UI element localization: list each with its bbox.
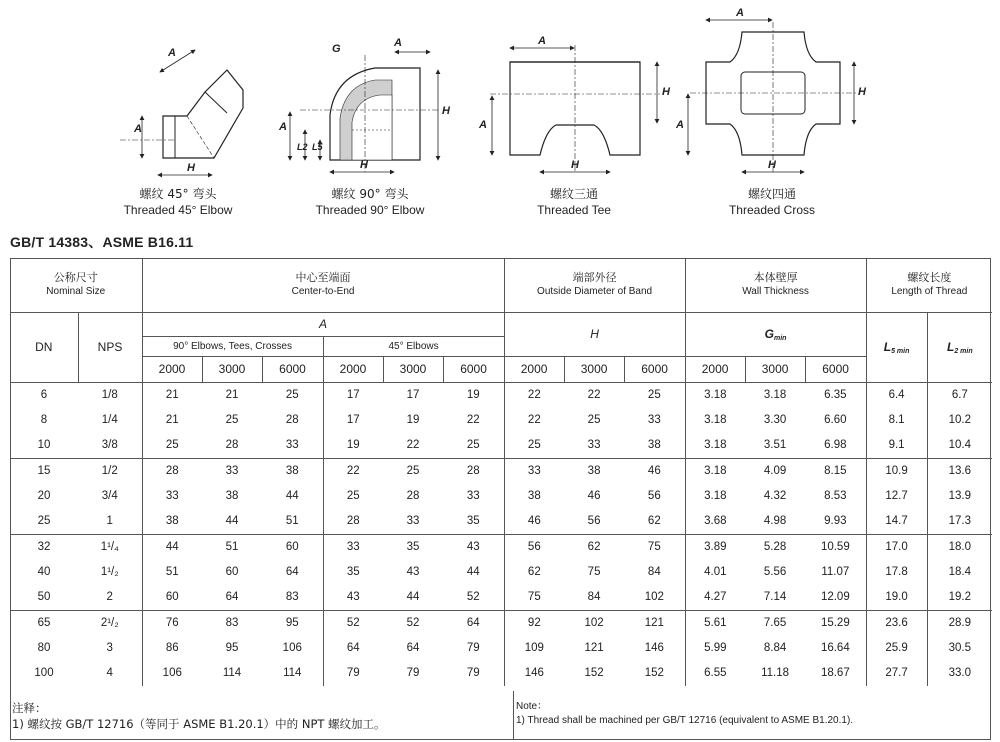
table-cell: 92	[527, 617, 541, 629]
table-cell: 146	[524, 667, 544, 679]
table-cell: 7.14	[745, 585, 805, 611]
table-cell: 5.28	[763, 541, 787, 553]
table-cell: 33	[383, 509, 443, 535]
l2-symbol-sub: 2 min	[954, 347, 973, 355]
l2-symbol-letter: L	[947, 339, 955, 354]
table-cell: 5.61	[704, 617, 727, 629]
dim-h-cross-v: H	[858, 86, 866, 98]
table-cell: 75	[587, 566, 601, 578]
dim-h-cross: H	[768, 159, 776, 171]
notes-divider	[513, 691, 514, 740]
caption-cross	[702, 186, 842, 218]
table-cell: 18.0	[948, 541, 972, 553]
g-symbol	[685, 312, 866, 356]
class-6000: 6000	[262, 356, 323, 382]
table-cell: 38	[624, 433, 685, 459]
table-cell: 79	[443, 636, 504, 661]
dn-header: DN	[10, 312, 78, 382]
table-cell: 8.84	[763, 642, 787, 654]
table-cell: 84	[564, 585, 624, 611]
table-cell: 13.6	[948, 465, 972, 477]
nominal-size-zh: 公称尺寸	[53, 271, 98, 285]
table-cell: 38	[527, 490, 541, 502]
table-cell: 64	[202, 585, 262, 611]
table-cell: 51	[225, 541, 239, 553]
table-cell: 40	[37, 566, 51, 578]
table-body	[10, 382, 992, 686]
table-cell: 25.9	[866, 636, 927, 661]
table-cell: 79	[346, 667, 360, 679]
table-cell: 44	[383, 585, 443, 611]
table-cell: 1/4	[78, 408, 142, 433]
caption-cross-en: Threaded Cross	[728, 203, 816, 217]
table-cell: 44	[443, 560, 504, 585]
caption-tee	[504, 186, 644, 218]
caption-tee-en: Threaded Tee	[537, 203, 611, 217]
caption-elbow-90-zh: 螺纹 90° 弯头	[331, 187, 409, 201]
dim-a-cross: A	[736, 7, 744, 19]
table-cell: 3.18	[685, 433, 745, 459]
table-cell: 51	[165, 566, 179, 578]
table-cell: 4	[78, 661, 142, 686]
table-cell: 33	[443, 484, 504, 509]
table-cell: 25	[587, 414, 601, 426]
table-cell: 22	[527, 389, 541, 401]
table-cell: 22	[346, 465, 360, 477]
l5-symbol-letter: L	[883, 339, 892, 354]
table-cell: 33	[527, 465, 541, 477]
caption-elbow-45	[108, 186, 248, 218]
table-cell: 28	[443, 458, 504, 484]
header-row-2	[10, 312, 992, 336]
table-cell: 1¹/₂	[78, 560, 142, 585]
table-cell: 38	[262, 458, 323, 484]
table-cell: 4.27	[685, 585, 745, 611]
table-row	[10, 534, 992, 560]
class-2000: 2000	[323, 356, 383, 382]
table-cell: 15.29	[805, 610, 866, 636]
table-cell: 32	[37, 541, 51, 553]
table-cell: 33	[346, 541, 360, 553]
table-cell: 17.0	[866, 534, 927, 560]
table-cell: 114	[262, 661, 323, 686]
table-cell: 3.68	[685, 509, 745, 535]
table-cell: 25	[142, 433, 202, 459]
table-cell: 22	[383, 433, 443, 459]
table-cell: 18.4	[948, 566, 972, 578]
caption-tee-zh: 螺纹三通	[549, 187, 598, 201]
l5-symbol	[866, 312, 927, 382]
table-cell: 46	[504, 509, 564, 535]
table-cell: 25	[443, 433, 504, 459]
class-2000: 2000	[504, 356, 564, 382]
tee-drawing	[490, 45, 660, 172]
table-cell: 2¹/₂	[78, 610, 142, 636]
table-cell: 102	[624, 585, 685, 611]
table-cell: 3.18	[763, 389, 787, 401]
caption-elbow-45-en: Threaded 45° Elbow	[123, 203, 233, 217]
class-row	[10, 356, 992, 382]
table-cell: 75	[624, 534, 685, 560]
center-to-end-en: Center-to-End	[291, 286, 355, 298]
table-cell: 38	[587, 465, 601, 477]
elbow-90-drawing	[290, 52, 440, 172]
table-cell: 19.2	[927, 585, 992, 611]
table-cell: 95	[225, 642, 239, 654]
table-cell: 22	[443, 408, 504, 433]
table-cell: 52	[406, 617, 420, 629]
table-cell: 3/8	[78, 433, 142, 459]
table-cell: 43	[406, 566, 420, 578]
table-cell: 3.30	[763, 414, 787, 426]
table-cell: 95	[262, 610, 323, 636]
table-cell: 33	[564, 433, 624, 459]
table-row	[10, 610, 992, 636]
table-cell: 75	[504, 585, 564, 611]
table-cell: 5.56	[763, 566, 787, 578]
table-cell: 51	[262, 509, 323, 535]
table-cell: 65	[37, 617, 51, 629]
nominal-size-header	[10, 258, 142, 312]
thread-length-zh: 螺纹长度	[907, 271, 952, 285]
a-symbol: A	[142, 312, 504, 336]
table-cell: 19	[443, 382, 504, 408]
dim-l5-90: L5	[312, 142, 323, 152]
table-cell: 25	[624, 382, 685, 408]
dim-a-tee: A	[538, 35, 546, 47]
table-cell: 3	[78, 636, 142, 661]
table-cell: 46	[587, 490, 601, 502]
table-cell: 6.4	[866, 382, 927, 408]
class-3000: 3000	[564, 356, 624, 382]
table-cell: 28	[262, 408, 323, 433]
table-cell: 19.0	[866, 585, 927, 611]
table-cell: 19	[406, 414, 420, 426]
table-cell: 3.18	[704, 389, 727, 401]
table-cell: 12.09	[805, 585, 866, 611]
table-cell: 6	[40, 389, 48, 401]
table-cell: 25	[225, 414, 239, 426]
notes-zh-1: 1) 螺纹按 GB/T 12716（等同于 ASME B1.20.1）中的 NPT 螺纹加工。	[12, 717, 386, 731]
wall-thickness-en: Wall Thickness	[742, 286, 809, 298]
table-cell: 43	[443, 534, 504, 560]
table-cell: 33.0	[948, 667, 972, 679]
table-cell: 43	[323, 585, 383, 611]
table-row	[10, 560, 992, 585]
class-3000: 3000	[202, 356, 262, 382]
table-cell: 30.5	[948, 642, 972, 654]
table-cell: 52	[443, 585, 504, 611]
table-cell: 1/8	[78, 382, 142, 408]
table-cell: 18.67	[805, 661, 866, 686]
table-cell: 38	[225, 490, 239, 502]
table-cell: 80	[37, 642, 51, 654]
class-3000: 3000	[383, 356, 443, 382]
dim-a-90: A	[394, 37, 402, 49]
table-cell: 6.98	[805, 433, 866, 459]
table-cell: 3.18	[704, 414, 727, 426]
notes-chinese	[12, 700, 386, 732]
table-cell: 76	[165, 617, 179, 629]
dim-l2-90: L2	[297, 142, 308, 152]
table-cell: 15	[37, 465, 51, 477]
table-cell: 64	[443, 610, 504, 636]
table-cell: 79	[406, 667, 420, 679]
table-cell: 1/2	[78, 458, 142, 484]
table-cell: 4.01	[704, 566, 727, 578]
table-cell: 3.51	[745, 433, 805, 459]
table-cell: 114	[222, 667, 242, 679]
table-cell: 64	[262, 560, 323, 585]
notes-english	[516, 700, 853, 728]
table-cell: 33	[262, 433, 323, 459]
table-cell: 8.15	[805, 458, 866, 484]
table-cell: 14.7	[866, 509, 927, 535]
dimension-table	[10, 258, 992, 686]
table-cell: 16.64	[805, 636, 866, 661]
table-cell: 64	[406, 642, 420, 654]
dim-a-90-v: A	[279, 121, 287, 133]
table-cell: 6.35	[805, 382, 866, 408]
cross-drawing	[688, 20, 858, 172]
table-cell: 4.32	[763, 490, 787, 502]
table-cell: 64	[346, 642, 360, 654]
class-2000: 2000	[142, 356, 202, 382]
notes-en-1: 1) Thread shall be machined per GB/T 12716 (equivalent to ASME B1.20.1).	[516, 715, 854, 726]
center-to-end-zh: 中心至端面	[295, 271, 351, 285]
table-cell: 21	[165, 389, 179, 401]
table-cell: 25	[262, 382, 323, 408]
table-cell: 17	[346, 389, 360, 401]
caption-elbow-45-zh: 螺纹 45° 弯头	[139, 187, 217, 201]
table-cell: 8	[40, 414, 48, 426]
table-cell: 9.1	[866, 433, 927, 459]
table-cell: 17.3	[927, 509, 992, 535]
table-row	[10, 661, 992, 686]
table-cell: 121	[584, 642, 604, 654]
table-cell: 25	[10, 509, 78, 535]
table-cell: 3/4	[78, 484, 142, 509]
dim-h-tee-v: H	[662, 86, 670, 98]
table-row	[10, 382, 992, 408]
table-cell: 84	[624, 560, 685, 585]
od-band-en: Outside Diameter of Band	[537, 286, 653, 298]
table-cell: 60	[142, 585, 202, 611]
table-cell: 12.7	[866, 484, 927, 509]
table-cell: 23.6	[866, 610, 927, 636]
table-row	[10, 484, 992, 509]
table-cell: 33	[624, 408, 685, 433]
table-cell: 38	[142, 509, 202, 535]
class-6000: 6000	[624, 356, 685, 382]
standard-title: GB/T 14383、ASME B16.11	[10, 234, 194, 250]
table-cell: 28	[323, 509, 383, 535]
wall-thickness-header	[685, 258, 866, 312]
table-cell: 62	[587, 541, 601, 553]
table-cell: 28	[202, 433, 262, 459]
table-cell: 28.9	[948, 617, 972, 629]
table-cell: 2	[78, 585, 142, 611]
thread-length-en: Length of Thread	[891, 286, 968, 298]
dim-h-90-v: H	[442, 105, 450, 117]
table-cell: 56	[564, 509, 624, 535]
table-cell: 25	[346, 490, 360, 502]
table-cell: 19	[323, 433, 383, 459]
table-cell: 6.7	[951, 389, 968, 401]
table-cell: 13.9	[948, 490, 972, 502]
wall-thickness-zh: 本体壁厚	[753, 271, 798, 285]
table-cell: 106	[262, 636, 323, 661]
table-cell: 35	[346, 566, 360, 578]
dim-a-45: A	[168, 47, 176, 59]
dim-h-90: H	[360, 159, 368, 171]
sub-45-header: 45° Elbows	[323, 336, 504, 356]
table-cell: 5.99	[704, 642, 727, 654]
table-cell: 28	[165, 465, 179, 477]
table-cell: 10	[10, 433, 78, 459]
table-cell: 9.93	[805, 509, 866, 535]
class-3000: 3000	[745, 356, 805, 382]
table-cell: 3.89	[704, 541, 727, 553]
table-cell: 8.1	[866, 408, 927, 433]
table-cell: 56	[624, 484, 685, 509]
table-cell: 8.53	[805, 484, 866, 509]
table-cell: 83	[262, 585, 323, 611]
table-cell: 35	[406, 541, 420, 553]
table-cell: 7.65	[763, 617, 787, 629]
class-6000: 6000	[805, 356, 866, 382]
dim-a-cross-v: A	[676, 119, 684, 131]
elbow-45-drawing	[120, 50, 243, 175]
table-cell: 121	[624, 610, 685, 636]
class-6000: 6000	[443, 356, 504, 382]
notes-en-title: Note：	[516, 701, 548, 712]
table-cell: 33	[165, 490, 179, 502]
notes-zh-title: 注释：	[12, 701, 47, 715]
table-cell: 62	[527, 566, 541, 578]
table-cell: 17	[406, 389, 420, 401]
table-cell: 6.55	[704, 667, 727, 679]
table-cell: 22	[587, 389, 601, 401]
table-cell: 35	[443, 509, 504, 535]
sub-90-header: 90° Elbows, Tees, Crosses	[142, 336, 323, 356]
table-cell: 44	[165, 541, 179, 553]
table-cell: 11.18	[761, 667, 790, 679]
dim-g-90: G	[332, 43, 341, 55]
table-row	[10, 458, 992, 484]
table-cell: 50	[10, 585, 78, 611]
table-cell: 11.07	[805, 560, 866, 585]
table-cell: 152	[624, 661, 685, 686]
table-cell: 46	[624, 458, 685, 484]
table-cell: 21	[225, 389, 239, 401]
table-cell: 62	[624, 509, 685, 535]
table-cell: 3.18	[704, 490, 727, 502]
table-cell: 10.2	[948, 414, 972, 426]
table-cell: 25	[406, 465, 420, 477]
caption-elbow-90	[300, 186, 440, 218]
table-row	[10, 509, 992, 535]
header-row-1	[10, 258, 992, 312]
table-cell: 86	[165, 642, 179, 654]
table-cell: 25	[504, 433, 564, 459]
nominal-size-en: Nominal Size	[46, 286, 106, 298]
od-band-header	[504, 258, 685, 312]
table-cell: 10.59	[805, 534, 866, 560]
table-cell: 10.9	[866, 458, 927, 484]
dim-h-tee: H	[571, 159, 579, 171]
table-cell: 146	[624, 636, 685, 661]
g-symbol-sub: min	[774, 334, 787, 342]
table-cell: 17.8	[866, 560, 927, 585]
table-cell: 152	[584, 667, 604, 679]
caption-cross-zh: 螺纹四通	[747, 187, 796, 201]
table-cell: 20	[37, 490, 51, 502]
table-cell: 1	[78, 509, 142, 535]
table-row	[10, 433, 992, 459]
table-cell: 44	[262, 484, 323, 509]
table-cell: 60	[225, 566, 239, 578]
thread-length-header	[866, 258, 992, 312]
class-2000: 2000	[685, 356, 745, 382]
table-cell: 60	[262, 534, 323, 560]
table-cell: 79	[443, 661, 504, 686]
table-cell: 33	[225, 465, 239, 477]
table-row	[10, 585, 992, 611]
nps-header: NPS	[78, 312, 142, 382]
dim-h-45: H	[187, 162, 195, 174]
table-cell: 6.60	[805, 408, 866, 433]
table-row	[10, 636, 992, 661]
table-cell: 3.18	[704, 465, 727, 477]
h-symbol: H	[504, 312, 685, 356]
table-cell: 4.09	[763, 465, 787, 477]
table-cell: 21	[165, 414, 179, 426]
table-cell: 10.4	[927, 433, 992, 459]
center-to-end-header	[142, 258, 504, 312]
g-symbol-letter: G	[764, 326, 775, 341]
table-cell: 44	[202, 509, 262, 535]
dim-a-45-v: A	[134, 123, 142, 135]
l2-symbol	[927, 312, 992, 382]
table-row	[10, 408, 992, 433]
table-cell: 106	[162, 667, 182, 679]
table-cell: 27.7	[866, 661, 927, 686]
table-cell: 28	[406, 490, 420, 502]
od-band-zh: 端部外径	[572, 271, 617, 285]
table-cell: 102	[584, 617, 604, 629]
table-cell: 100	[34, 667, 54, 679]
dim-a-tee-v: A	[479, 119, 487, 131]
table-cell: 17	[346, 414, 360, 426]
caption-elbow-90-en: Threaded 90° Elbow	[315, 203, 425, 217]
table-cell: 56	[527, 541, 541, 553]
table-cell: 22	[527, 414, 541, 426]
table-cell: 83	[225, 617, 239, 629]
table-cell: 52	[346, 617, 360, 629]
table-cell: 4.98	[745, 509, 805, 535]
table-cell: 1¹/₄	[78, 534, 142, 560]
l5-symbol-sub: 5 min	[891, 347, 910, 355]
table-cell: 109	[524, 642, 544, 654]
